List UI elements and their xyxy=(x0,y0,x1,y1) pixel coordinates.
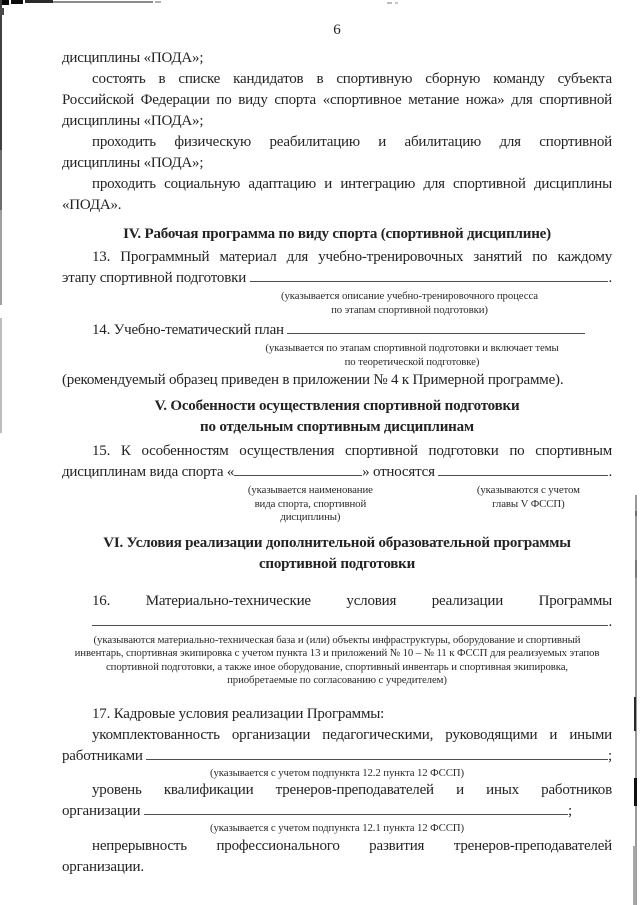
item-17-sub1-label: работниками xyxy=(62,747,147,764)
item-17-sub1-blank-row xyxy=(62,746,612,767)
footnote-line: (указываются материально-техническая база и (или) объекты инфраструктуры, оборудование и спортивный xyxy=(93,633,581,646)
footnote-caption-row xyxy=(62,484,612,525)
footnote-line: по теоретической подготовке) xyxy=(344,355,480,368)
item-13-label: этапу спортивной подготовки xyxy=(62,270,250,286)
footnote-line: главы V ФССП) xyxy=(492,497,565,510)
footnote-line: дисциплины) xyxy=(280,511,341,523)
item-15-blank-row xyxy=(62,462,612,483)
item-13-line: 13. Программный материал для учебно-тренировочных занятий по каждому xyxy=(92,249,612,265)
footnote-line: по этапам спортивной подготовки) xyxy=(331,303,488,316)
body-line: Российской Федерации по виду спорта «спортивное метание ножа» для спортивной xyxy=(62,92,612,108)
page-number: 6 xyxy=(333,22,341,38)
body-line: «ПОДА». xyxy=(62,197,122,213)
item-16-period: . xyxy=(608,613,612,630)
item-17-sub2-label: организации xyxy=(62,803,144,819)
item-15-mid: » относятся xyxy=(362,464,439,480)
fill-in-blank-line xyxy=(438,462,608,476)
section-heading-v: V. Особенности осуществления спортивной подготовки xyxy=(154,398,520,414)
footnote-caption: (указывается с учетом подпункта 12.1 пункта 12 ФССП) xyxy=(209,822,465,834)
item-15-pre: дисциплинам вида спорта « xyxy=(62,464,235,480)
footnote-line: вида спорта, спортивной xyxy=(254,497,367,510)
item-17-sub2-line: уровень квалификации тренеров-преподавателей и иных работников xyxy=(92,782,612,798)
item-16-line: 16. Материально-технические условия реализации Программы xyxy=(92,592,612,609)
footnote-caption xyxy=(445,484,612,525)
body-line: проходить социальную адаптацию и интеграцию для спортивной дисциплины xyxy=(92,176,612,192)
item-13-period: . xyxy=(608,270,612,286)
footnote-caption xyxy=(207,290,612,317)
fill-in-blank-line xyxy=(234,462,362,476)
body-line: состоять в списке кандидатов в спортивную сборную команду субъекта xyxy=(92,71,612,87)
fill-in-blank-line xyxy=(92,612,608,626)
section-heading-vi-line2: спортивной подготовки xyxy=(258,555,416,572)
item-15-line: 15. К особенностям осуществления спортивной подготовки по спортивным xyxy=(92,443,612,459)
item-15-period: . xyxy=(608,464,612,480)
footnote-line: инвентарь, спортивная экипировка с учетом пункта 13 и приложений № 10 – № 11 к ФССП для реализуемых этапов xyxy=(74,647,600,659)
body-line: дисциплины «ПОДА»; xyxy=(62,50,204,66)
footnote-line: (указывается наименование xyxy=(247,484,373,496)
footnote-line: (указываются с учетом xyxy=(476,484,580,496)
footnote-caption xyxy=(222,342,602,369)
section-heading-v-line2: по отдельным спортивным дисциплинам xyxy=(200,419,474,435)
fill-in-blank-line xyxy=(146,746,608,760)
footnote-line: (указывается по этапам спортивной подготовки и включает темы xyxy=(265,342,559,354)
section-heading-iv: IV. Рабочая программа по виду спорта (спортивной дисциплине) xyxy=(123,226,551,242)
item-14-blank-row xyxy=(92,320,585,341)
item-17-sub3-line2: организации. xyxy=(62,858,144,875)
item-17-sub1-line: укомплектованность организации педагогическими, руководящими и иными xyxy=(92,726,612,743)
fill-in-blank-line xyxy=(250,268,609,282)
item-17-sub2-blank-row xyxy=(62,801,572,822)
fill-in-blank-line xyxy=(287,320,585,334)
item-13-blank-row xyxy=(62,268,612,289)
body-line: дисциплины «ПОДА»; xyxy=(62,113,204,129)
footnote-caption xyxy=(212,484,409,525)
item-14-label: 14. Учебно-тематический план xyxy=(92,322,288,338)
item-16-blank-row xyxy=(92,612,612,633)
body-line: (рекомендуемый образец приведен в приложении № 4 к Примерной программе). xyxy=(62,372,564,388)
footnote-line: спортивной подготовки, а также иное оборудование, спортивный инвентарь и спортивная экипировка, xyxy=(105,660,569,673)
footnote-line: (указывается описание учебно-тренировочного процесса xyxy=(281,290,538,302)
footnote-line: приобретаемые по согласованию с учредителем) xyxy=(227,674,447,686)
fill-in-blank-line xyxy=(144,801,568,815)
body-line: дисциплины «ПОДА»; xyxy=(62,155,204,171)
section-heading-vi: VI. Условия реализации дополнительной образовательной программы xyxy=(103,534,571,551)
item-17-sub2-semicolon: ; xyxy=(568,803,572,819)
item-17-sub1-semicolon: ; xyxy=(608,747,612,764)
body-line: проходить физическую реабилитацию и абилитацию для спортивной xyxy=(92,134,612,150)
item-17-sub3-line: непрерывность профессионального развития тренеров-преподавателей xyxy=(92,837,612,854)
footnote-caption: (указывается с учетом подпункта 12.2 пункта 12 ФССП) xyxy=(209,766,465,779)
item-17-line: 17. Кадровые условия реализации Программы: xyxy=(92,705,385,722)
footnote-caption xyxy=(62,634,612,688)
